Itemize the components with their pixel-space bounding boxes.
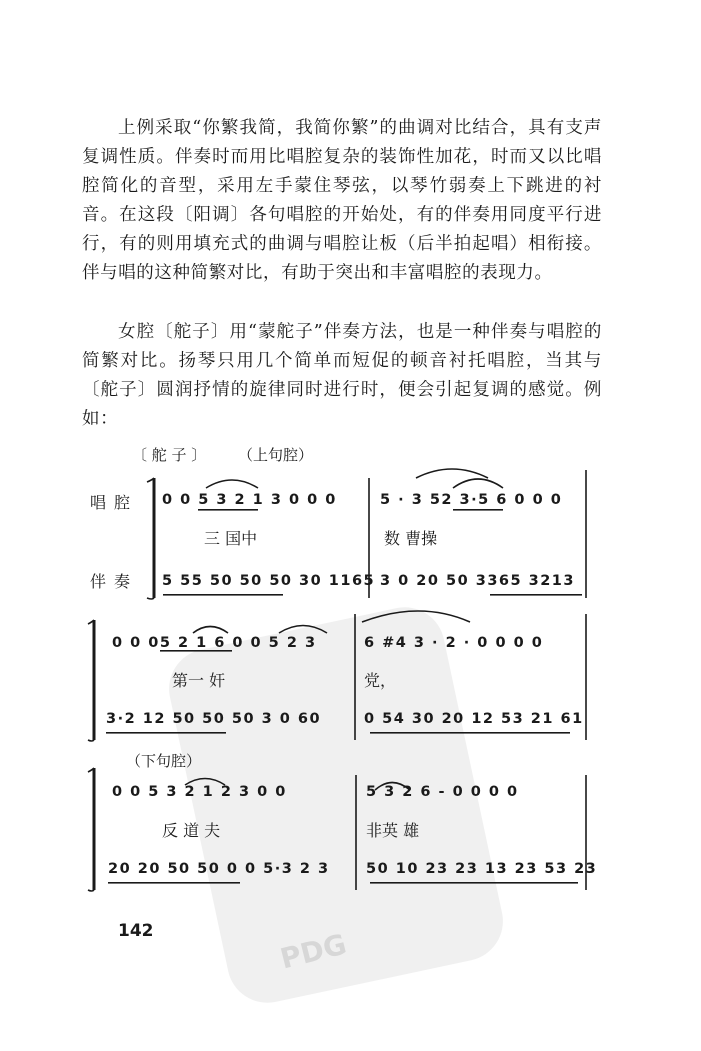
body-paragraph-1: 上例采取“你繁我简，我简你繁”的曲调对比结合，具有支声复调性质。伴奏时而用比唱腔复杂的装饰性加花，时而又以比唱腔简化的音型，采用左手蒙住琴弦，以琴竹弱奏上下跳进的衬音。在这段〔阳调〕各句唱腔的开始处，有的伴奏用同度平行进行，有的则用填充式的曲调与唱腔让板（后半拍起唱）相衔接。伴与唱的这种简繁对比，有助于突出和丰富唱腔的表现力。 bbox=[82, 118, 602, 283]
system1-accomp-b: 3 0 20 50 3365 3213 bbox=[380, 573, 575, 589]
lower-phrase-label: （下句腔） bbox=[126, 752, 202, 770]
system2-lyric-a: 第一 奸 bbox=[172, 671, 226, 690]
system3-vocal-a: 0 0 5 3 2 1 2 3 0 0 bbox=[112, 784, 287, 800]
system2-vocal-a: 0 0 05 2 1 6 0 0 5 2 3 bbox=[112, 635, 317, 651]
system1-lyric-b: 数 曹操 bbox=[384, 529, 438, 548]
system2-accomp-a: 3·2 12 50 50 50 3 0 60 bbox=[106, 711, 322, 727]
label-accomp: 伴奏 bbox=[90, 572, 139, 591]
system3-accomp-b: 50 10 23 23 13 23 53 23 bbox=[366, 861, 598, 877]
body-paragraph-2: 女腔〔舵子〕用“蒙舵子”伴奏方法，也是一种伴奏与唱腔的简繁对比。扬琴只用几个简单而短促的顿音衬托唱腔，当其与〔舵子〕圆润抒情的旋律同时进行时，便会引起复调的感觉。例如： bbox=[82, 322, 602, 429]
system3-lyric-a: 反 道 夫 bbox=[162, 821, 221, 840]
system3-vocal-b: 5 3 2 6 - 0 0 0 0 bbox=[366, 784, 519, 800]
system1-vocal-a: 0 0 5 3 2 1 3 0 0 0 bbox=[162, 492, 337, 508]
system3-accomp-a: 20 20 50 50 0 0 5·3 2 3 bbox=[108, 861, 330, 877]
page-number: 142 bbox=[118, 921, 154, 941]
system1-accomp-a: 5 55 50 50 50 30 1165 bbox=[162, 573, 376, 589]
system3-lyric-b: 非英 雄 bbox=[366, 821, 420, 840]
system2-lyric-b: 党， bbox=[364, 671, 397, 690]
label-vocal: 唱腔 bbox=[90, 493, 139, 512]
watermark-text: PDG bbox=[276, 927, 350, 976]
score-title-note: （上句腔） bbox=[238, 446, 314, 464]
system1-vocal-b: 5 · 3 52 3·5 6 0 0 0 bbox=[380, 492, 563, 508]
system1-lyric-a: 三 国中 bbox=[204, 529, 258, 548]
score-title: 〔 舵 子 〕 bbox=[132, 446, 207, 464]
system2-vocal-b: 6 #4 3 · 2 · 0 0 0 0 bbox=[364, 635, 544, 651]
system2-accomp-b: 0 54 30 20 12 53 21 61 bbox=[364, 711, 584, 727]
